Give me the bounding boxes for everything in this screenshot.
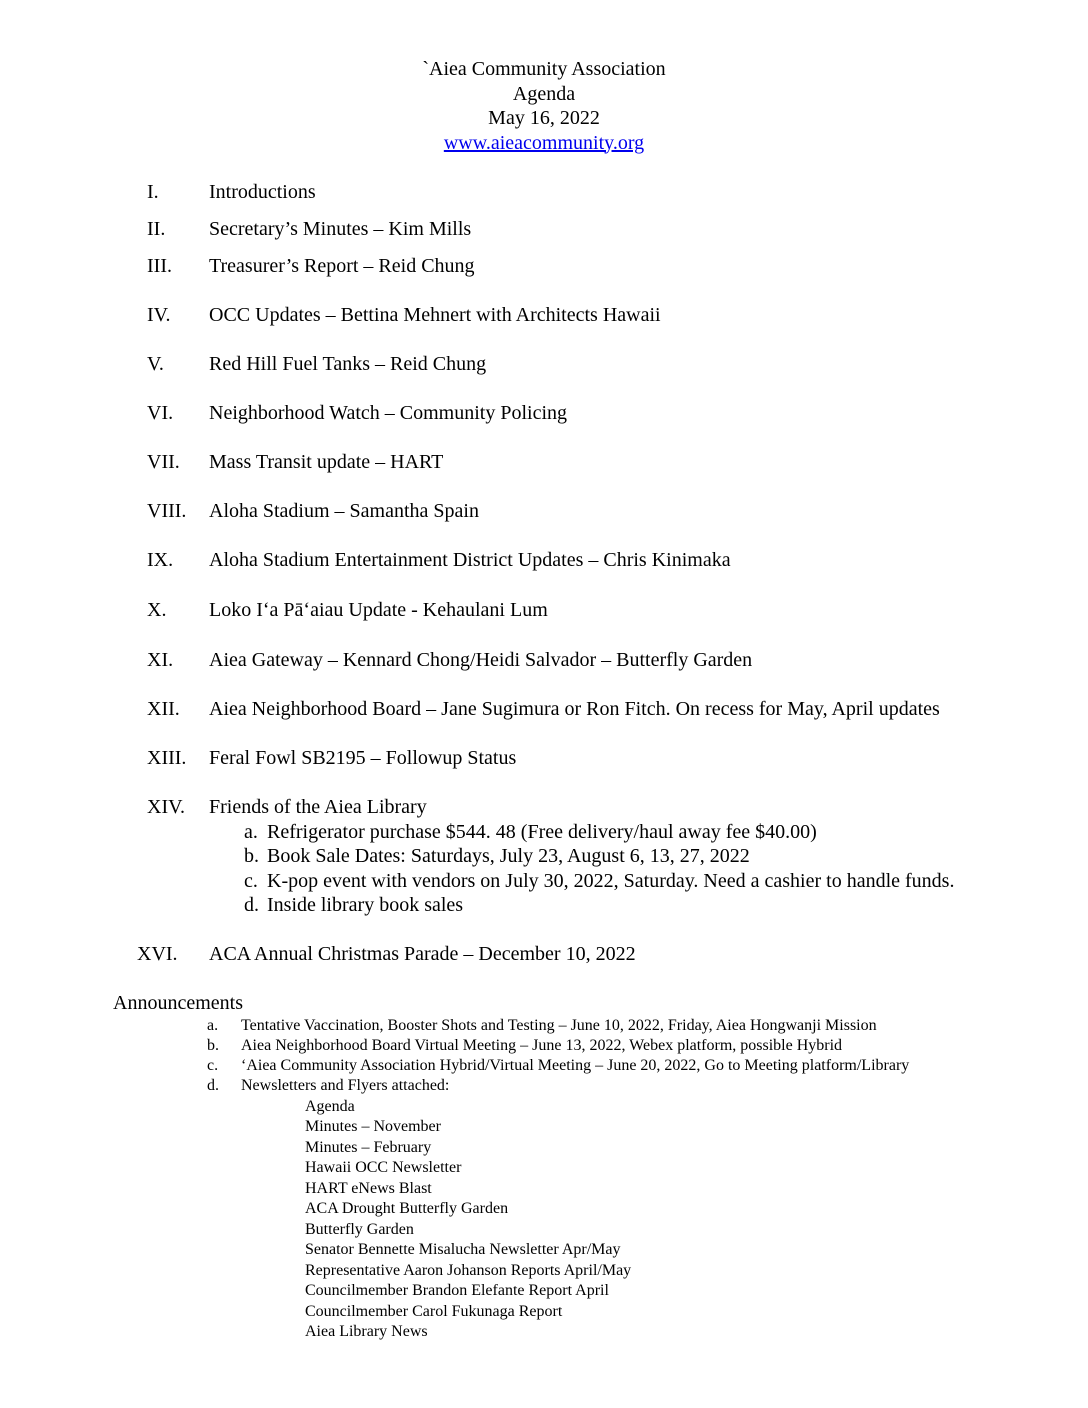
announcement-text: ‘Aiea Community Association Hybrid/Virtual Meeting – June 20, 2022, Go to Meeting platform/Library (241, 1057, 910, 1074)
announcement-letter: a. (207, 1017, 219, 1034)
website-link[interactable]: www.aieacommunity.org (443, 131, 645, 154)
announcement-letter: c. (207, 1057, 219, 1074)
agenda-item-number: XIII. (147, 747, 187, 769)
newsletter-text: Agenda (305, 1098, 355, 1115)
document-header (0, 57, 1088, 155)
organization-name: `Aiea Community Association (422, 58, 666, 80)
newsletter-text: Minutes – November (305, 1118, 441, 1135)
agenda-item-text: Aloha Stadium Entertainment District Updates – Chris Kinimaka (209, 549, 731, 571)
agenda-item-number: XVI. (137, 943, 178, 965)
announcement-text: Aiea Neighborhood Board Virtual Meeting – June 13, 2022, Webex platform, possible Hybrid (241, 1037, 843, 1054)
newsletter-text: ACA Drought Butterfly Garden (305, 1200, 509, 1217)
agenda-item-number: XI. (147, 649, 174, 671)
agenda-item-text: Introductions (209, 181, 316, 203)
subitem-letter: b. (244, 845, 259, 867)
agenda-item-number: X. (147, 599, 167, 621)
agenda-item-text: Friends of the Aiea Library (209, 796, 427, 818)
agenda-item-text: Aiea Gateway – Kennard Chong/Heidi Salvador – Butterfly Garden (209, 649, 753, 671)
subitem-text: K-pop event with vendors on July 30, 2022, Saturday. Need a cashier to handle funds. (267, 870, 955, 892)
agenda-item-number: I. (147, 181, 159, 203)
subitem-text: Refrigerator purchase $544. 48 (Free delivery/haul away fee $40.00) (267, 821, 817, 843)
newsletter-text: HART eNews Blast (305, 1180, 432, 1197)
agenda-item-number: VII. (147, 451, 180, 473)
agenda-item-number: IX. (147, 549, 174, 571)
agenda-item-number: XIV. (147, 796, 185, 818)
agenda-item-number: II. (147, 218, 166, 240)
announcement-text: Tentative Vaccination, Booster Shots and Testing – June 10, 2022, Friday, Aiea Hongwanji Mission (241, 1017, 877, 1034)
agenda-item-number: XII. (147, 698, 180, 720)
newsletter-text: Aiea Library News (305, 1323, 428, 1340)
newsletter-text: Representative Aaron Johanson Reports April/May (305, 1262, 632, 1279)
agenda-item-text: Aloha Stadium – Samantha Spain (209, 500, 479, 522)
agenda-item-text: Loko Iʻa Pāʻaiau Update - Kehaulani Lum (209, 599, 548, 621)
agenda-item-number: V. (147, 353, 164, 375)
newsletter-text: Councilmember Carol Fukunaga Report (305, 1303, 563, 1320)
meeting-date: May 16, 2022 (488, 107, 600, 129)
newsletter-text: Hawaii OCC Newsletter (305, 1159, 462, 1176)
announcements-heading: Announcements (113, 992, 243, 1014)
newsletter-text: Butterfly Garden (305, 1221, 414, 1238)
newsletter-text: Councilmember Brandon Elefante Report April (305, 1282, 609, 1299)
agenda-item-number: VIII. (147, 500, 187, 522)
agenda-item-number: VI. (147, 402, 174, 424)
agenda-item-number: IV. (147, 304, 171, 326)
agenda-item-text: Mass Transit update – HART (209, 451, 444, 473)
agenda-item-text: Red Hill Fuel Tanks – Reid Chung (209, 353, 487, 375)
subitem-letter: d. (244, 894, 259, 916)
agenda-item-text: Aiea Neighborhood Board – Jane Sugimura or Ron Fitch. On recess for May, April updates (209, 698, 940, 720)
agenda-item-text: Neighborhood Watch – Community Policing (209, 402, 567, 424)
announcement-letter: d. (207, 1077, 219, 1094)
agenda-item-text: Treasurer’s Report – Reid Chung (209, 255, 475, 277)
agenda-item-text: Feral Fowl SB2195 – Followup Status (209, 747, 517, 769)
agenda-item-number: III. (147, 255, 172, 277)
newsletter-text: Senator Bennette Misalucha Newsletter Apr/May (305, 1241, 621, 1258)
subitem-text: Inside library book sales (267, 894, 464, 916)
subitem-letter: a. (244, 821, 258, 843)
agenda-item-text: Secretary’s Minutes – Kim Mills (209, 218, 472, 240)
subitem-text: Book Sale Dates: Saturdays, July 23, August 6, 13, 27, 2022 (267, 845, 750, 867)
agenda-item-text: ACA Annual Christmas Parade – December 10, 2022 (209, 943, 636, 965)
document-title: Agenda (512, 82, 576, 105)
announcement-letter: b. (207, 1037, 219, 1054)
newsletter-text: Minutes – February (305, 1139, 432, 1156)
agenda-item-text: OCC Updates – Bettina Mehnert with Architects Hawaii (209, 304, 661, 326)
subitem-letter: c. (244, 870, 258, 892)
announcement-text: Newsletters and Flyers attached: (241, 1077, 450, 1094)
